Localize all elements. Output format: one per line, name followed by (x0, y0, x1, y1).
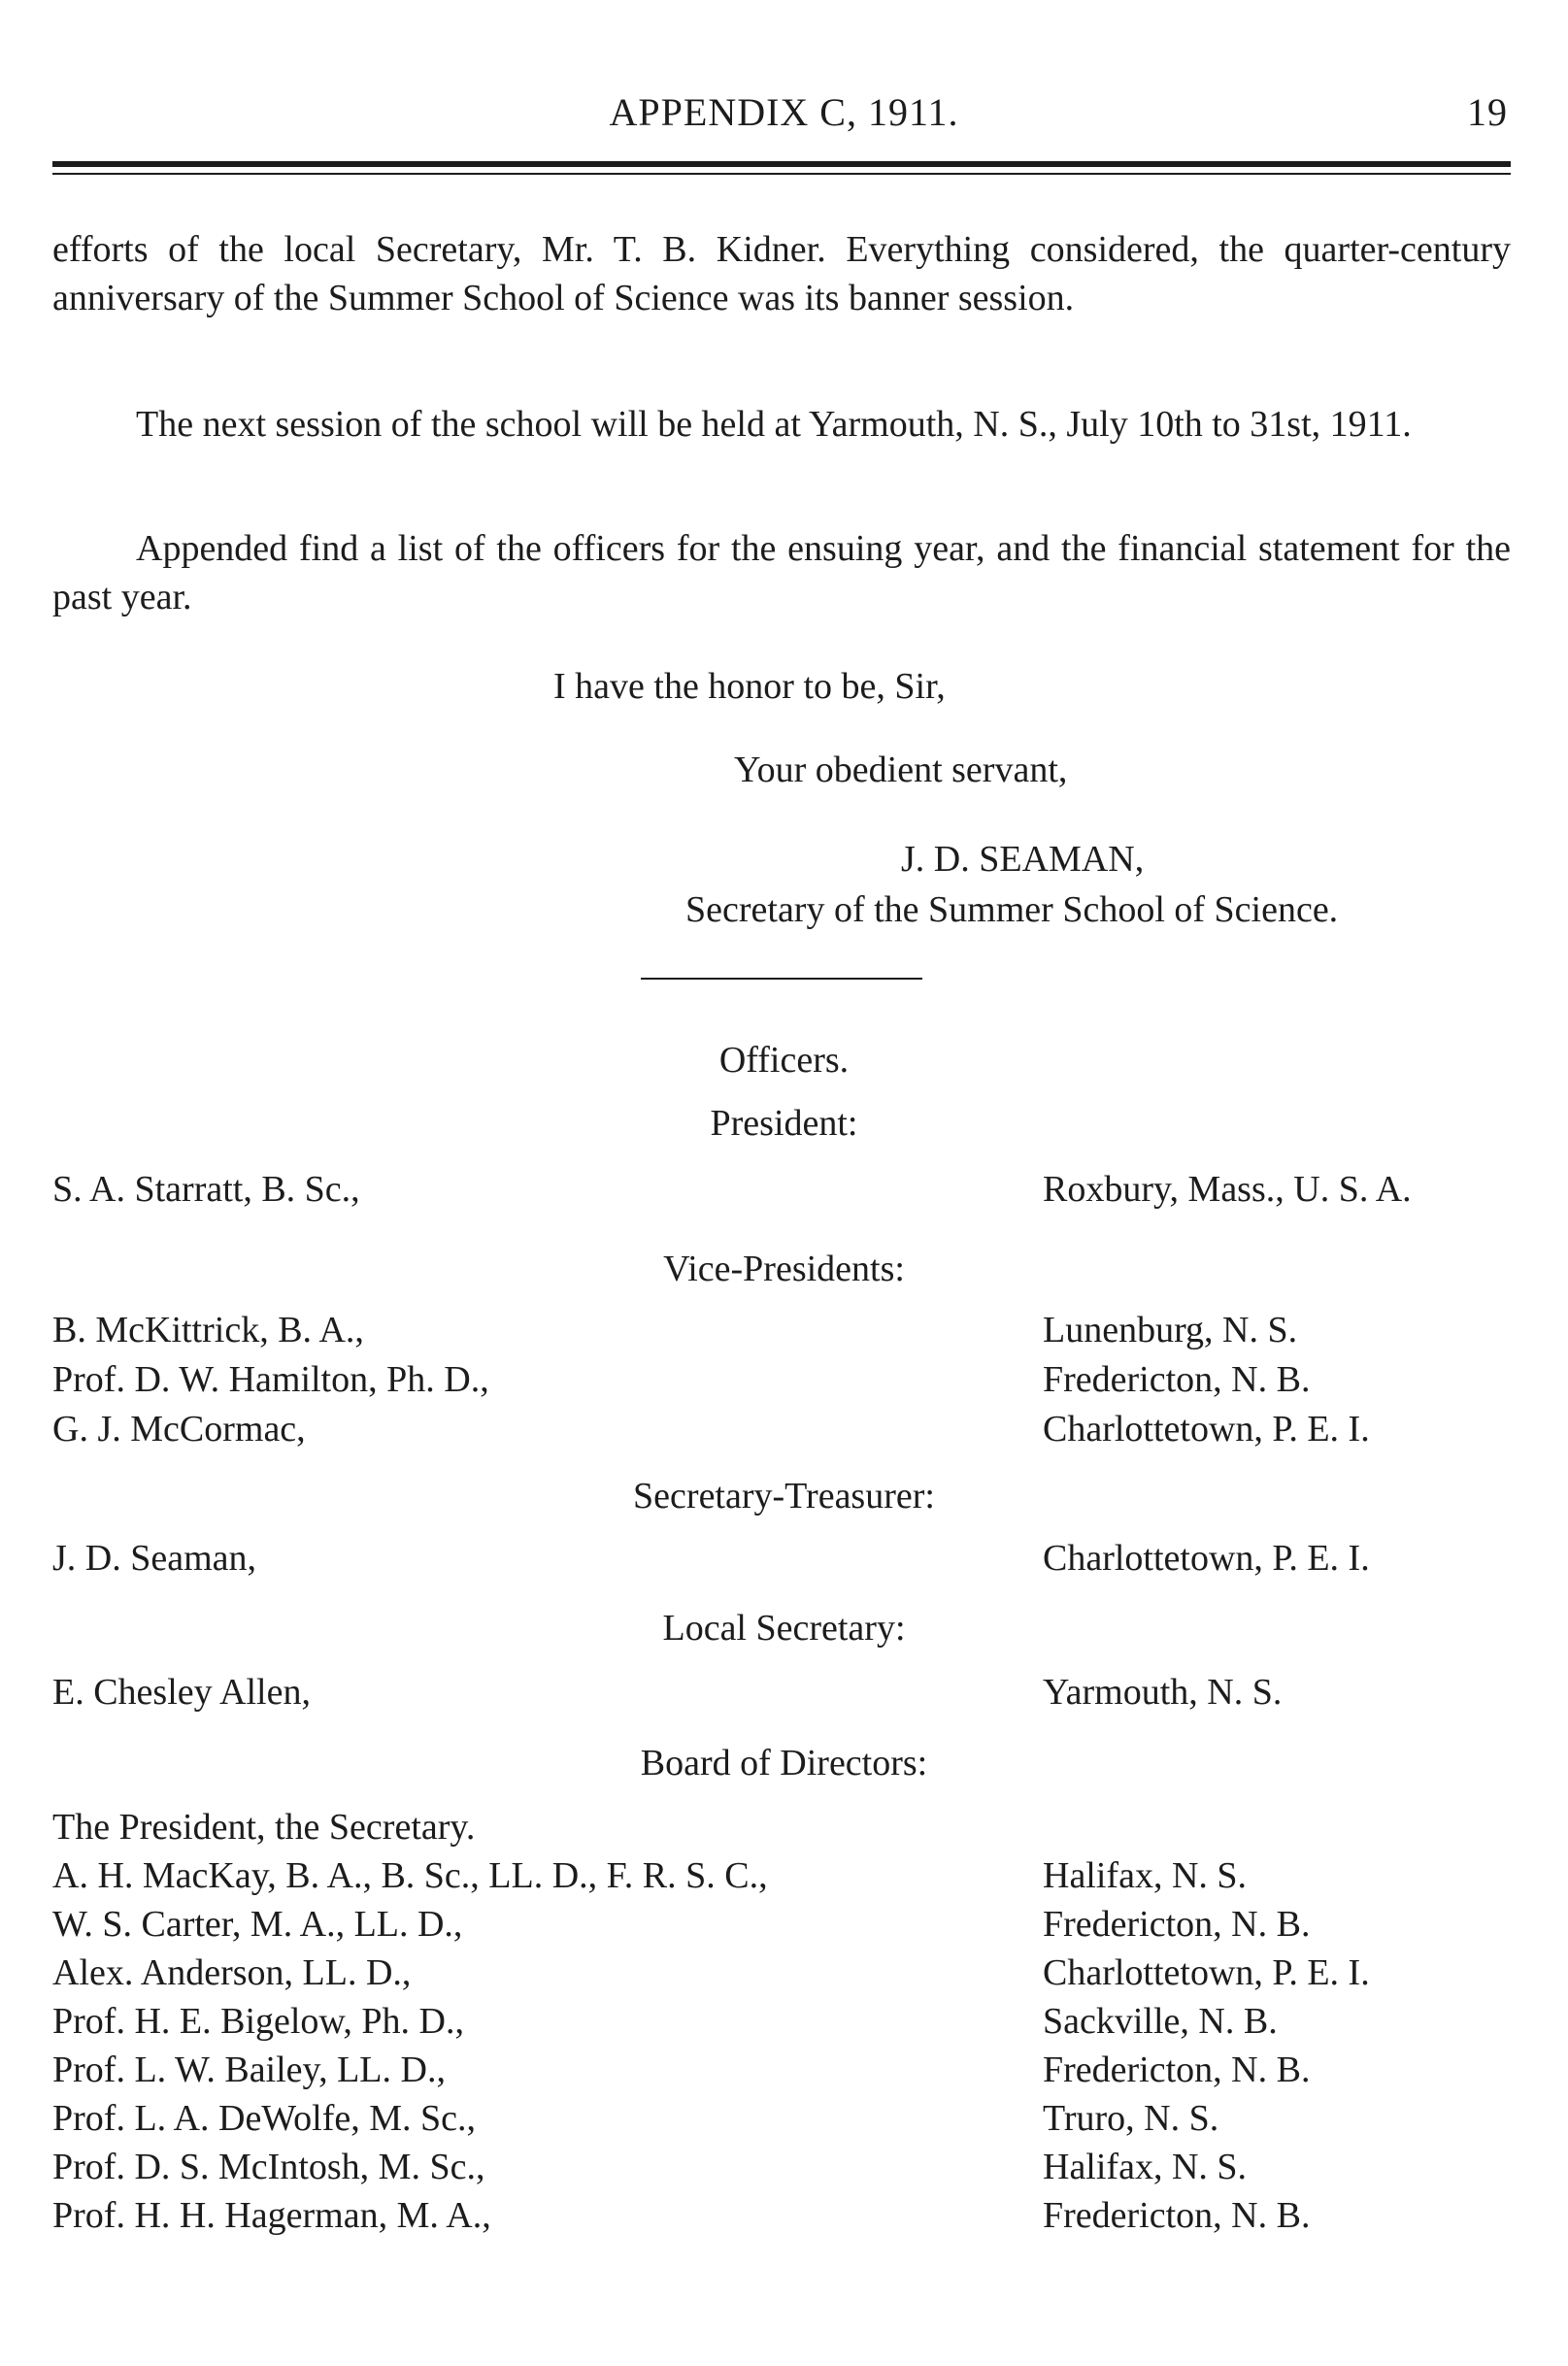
officer-row (0, 2191, 1568, 2240)
officer-row (0, 1997, 1568, 2046)
officer-place: Truro, N. S. (1043, 2098, 1219, 2139)
heading-secretary-treasurer: Secretary-Treasurer: (633, 1476, 935, 1516)
salutation: I have the honor to be, Sir, (553, 666, 946, 707)
paragraph-next-session: The next session of the school will be held at Yarmouth, N. S., July 10th to 31st, 1911. (136, 404, 1412, 445)
heading-local-secretary: Local Secretary: (662, 1608, 906, 1649)
officer-place: Fredericton, N. B. (1043, 1904, 1311, 1945)
heading-board-of-directors: Board of Directors: (640, 1743, 928, 1783)
officer-name: Prof. D. S. McIntosh, M. Sc., (52, 2147, 485, 2187)
officer-row (0, 1165, 1568, 1214)
officer-place: Charlottetown, P. E. I. (1043, 1409, 1370, 1450)
officer-name: Prof. H. E. Bigelow, Ph. D., (52, 2001, 464, 2042)
officer-place: Lunenburg, N. S. (1043, 1310, 1298, 1350)
officer-row (0, 1534, 1568, 1583)
officer-place: Fredericton, N. B. (1043, 2195, 1311, 2236)
officer-name: The President, the Secretary. (52, 1807, 476, 1848)
officer-row (0, 1851, 1568, 1900)
paragraph-continuation: efforts of the local Secretary, Mr. T. B. Kidner. Everything considered, the quarter-century anniversary of the Summer School of Science was its banner session. (52, 229, 1511, 318)
officer-name: S. A. Starratt, B. Sc., (52, 1169, 360, 1210)
officer-name: Prof. L. A. DeWolfe, M. Sc., (52, 2098, 476, 2139)
officer-row (0, 1668, 1568, 1716)
officer-place: Fredericton, N. B. (1043, 1359, 1311, 1400)
running-title: APPENDIX C, 1911. (609, 90, 959, 134)
officer-place: Fredericton, N. B. (1043, 2049, 1311, 2090)
officer-place: Roxbury, Mass., U. S. A. (1043, 1169, 1412, 1210)
officer-place: Charlottetown, P. E. I. (1043, 1952, 1370, 1993)
officer-place: Yarmouth, N. S. (1043, 1672, 1283, 1713)
officer-name: Alex. Anderson, LL. D., (52, 1952, 412, 1993)
officer-row (0, 1306, 1568, 1354)
header-rule-thin (52, 173, 1511, 175)
officer-name: Prof. H. H. Hagerman, M. A., (52, 2195, 491, 2236)
officer-name: E. Chesley Allen, (52, 1672, 311, 1713)
signature-name: J. D. SEAMAN, (901, 839, 1145, 880)
officer-place: Halifax, N. S. (1043, 2147, 1248, 2187)
officer-row (0, 1355, 1568, 1404)
officer-name: J. D. Seaman, (52, 1538, 257, 1579)
officer-row (0, 2094, 1568, 2143)
officer-place: Charlottetown, P. E. I. (1043, 1538, 1370, 1579)
officer-row (0, 1803, 1568, 1851)
heading-president: President: (710, 1103, 858, 1144)
officer-row (0, 1949, 1568, 1997)
paragraph-appended: Appended find a list of the officers for the ensuing year, and the financial statement for the past year. (52, 528, 1511, 617)
section-divider (641, 978, 922, 980)
page-header (0, 89, 1568, 148)
officer-place: Halifax, N. S. (1043, 1855, 1248, 1896)
officer-row (0, 1405, 1568, 1453)
page-number: 19 (1467, 90, 1508, 134)
officer-name: G. J. McCormac, (52, 1409, 306, 1450)
heading-vice-presidents: Vice-Presidents: (663, 1249, 905, 1289)
officer-name: A. H. MacKay, B. A., B. Sc., LL. D., F. R. S. C., (52, 1855, 768, 1896)
officer-name: W. S. Carter, M. A., LL. D., (52, 1904, 463, 1945)
officer-place: Sackville, N. B. (1043, 2001, 1278, 2042)
officer-name: Prof. L. W. Bailey, LL. D., (52, 2049, 446, 2090)
header-rule-thick (52, 161, 1511, 167)
officer-name: Prof. D. W. Hamilton, Ph. D., (52, 1359, 489, 1400)
officer-row (0, 2143, 1568, 2191)
signature-title: Secretary of the Summer School of Science. (685, 889, 1339, 930)
officer-row (0, 2046, 1568, 2094)
officers-title: Officers. (718, 1040, 850, 1081)
officer-row (0, 1900, 1568, 1949)
officer-name: B. McKittrick, B. A., (52, 1310, 364, 1350)
valediction: Your obedient servant, (734, 750, 1068, 790)
